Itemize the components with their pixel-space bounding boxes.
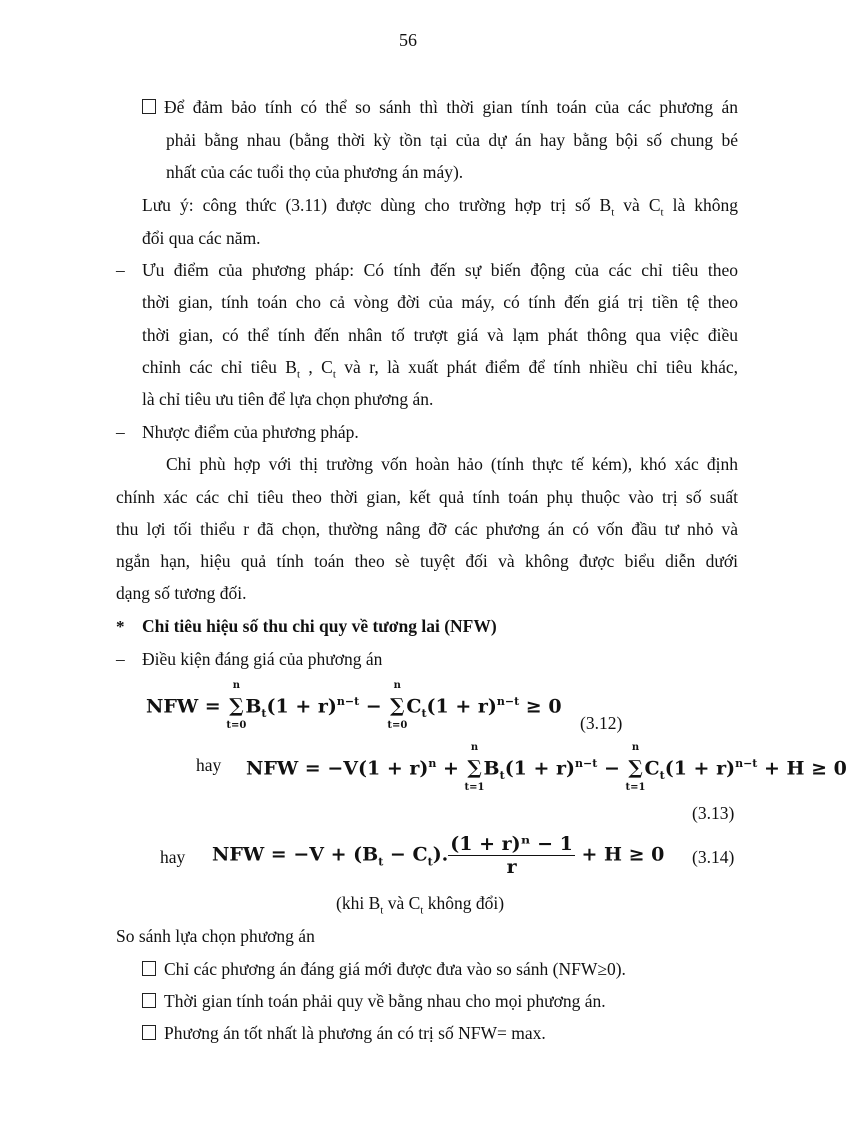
checkbox-icon xyxy=(142,961,156,976)
advantages-line-2: thời gian, tính toán cho cả vòng đời của máy, có tính đến giá trị tiền tệ theo xyxy=(142,292,738,312)
hay-label: hay xyxy=(196,755,222,775)
equation-3-14: NFW = $-V + (B_t - C_t)$. $\frac{\text{(1 + r)ⁿ − 1}}{r}$ + H ≥ 0 xyxy=(212,833,665,878)
disadvantages-line-5: dạng số tương đối. xyxy=(116,583,247,603)
checkbox-icon xyxy=(142,99,156,114)
equation-3-12: NFW = ∑ n t=0 $B_t(1 + r)^{n-t}$ − ∑ n t=0 $C_t(1 + r)^{n-t} \ge 0$ xyxy=(146,680,562,732)
box-para-line-1: Để đảm bảo tính có thể so sánh thì thời gian tính toán của các phương án xyxy=(142,96,738,118)
advantages-line-1: Ưu điểm của phương pháp: Có tính đến sự biến động của các chỉ tiêu theo xyxy=(142,260,738,280)
disadvantages-heading: Nhược điểm của phương pháp. xyxy=(142,422,359,442)
condition-text: Điều kiện đáng giá của phương án xyxy=(142,649,383,669)
box-para-line-3: nhất của các tuổi thọ của phương án máy). xyxy=(166,162,464,182)
page-number: 56 xyxy=(399,30,417,50)
disadvantages-line-2: chính xác các chỉ tiêu theo thời gian, kết quả tính toán phụ thuộc vào trị số suất xyxy=(116,487,738,507)
disadvantages-line-3: thu lợi tối thiểu r đã chọn, thường nâng đỡ các phương án có vốn đầu tư nhỏ và xyxy=(116,519,738,539)
disadvantages-line-4: ngắn hạn, hiệu quả tính toán theo sè tuyệt đối và không được biểu diễn dưới xyxy=(116,551,738,571)
equation-label-3-14: (3.14) xyxy=(692,847,735,867)
advantages-line-4: chỉnh các chỉ tiêu $B_t$ , $C_t$ và r, là xuất phát điểm để tính nhiều chỉ tiêu khác, xyxy=(142,357,738,381)
advantages-line-3: thời gian, có thể tính đến nhân tố trượt giá và lạm phát thông qua việc điều xyxy=(142,325,738,345)
disadvantages-line-1: Chỉ phù hợp với thị trường vốn hoàn hảo (tính thực tế kém), khó xác định xyxy=(166,454,738,474)
comparison-item-1: Chỉ các phương án đáng giá mới được đưa vào so sánh (NFW≥0). xyxy=(142,958,626,980)
advantages-line-5: là chỉ tiêu ưu tiên để lựa chọn phương án. xyxy=(142,389,434,409)
fraction-numerator: (1 + r)ⁿ − 1 xyxy=(450,833,573,855)
box-para-line-2: phải bằng nhau (bằng thời kỳ tồn tại của dự án hay bằng bội số chung bé xyxy=(166,130,738,150)
fraction-denominator: r xyxy=(506,856,517,878)
comparison-heading: So sánh lựa chọn phương án xyxy=(116,926,315,946)
comparison-item-2: Thời gian tính toán phải quy về bằng nhau cho mọi phương án. xyxy=(142,990,606,1012)
checkbox-icon xyxy=(142,1025,156,1040)
dash-bullet: – xyxy=(116,422,125,442)
dash-bullet: – xyxy=(116,649,125,669)
equation-label-3-12: (3.12) xyxy=(580,713,623,733)
note-line-2: đổi qua các năm. xyxy=(142,228,261,248)
dash-bullet: – xyxy=(116,260,125,280)
equation-label-3-13: (3.13) xyxy=(692,803,735,823)
checkbox-icon xyxy=(142,993,156,1008)
section-title: Chỉ tiêu hiệu số thu chi quy về tương lai (NFW) xyxy=(142,616,497,636)
comparison-item-3: Phương án tốt nhất là phương án có trị số NFW= max. xyxy=(142,1022,546,1044)
hay-label: hay xyxy=(160,847,186,867)
equation-note: (khi $B_t$ và $C_t$ không đổi) xyxy=(336,893,505,917)
star-bullet: * xyxy=(116,617,125,636)
note-line-1: Lưu ý: công thức (3.11) được dùng cho trường hợp trị số $B_t$ và $C_t$ là không xyxy=(142,195,738,219)
equation-3-13: NFW = $-V(1 + r)^n$ + ∑ n t=1 $B_t(1 + r)^{n-t}$ − ∑ n t=1 $C_t(1 + r)^{n-t} + H \ge 0$ xyxy=(246,742,847,794)
